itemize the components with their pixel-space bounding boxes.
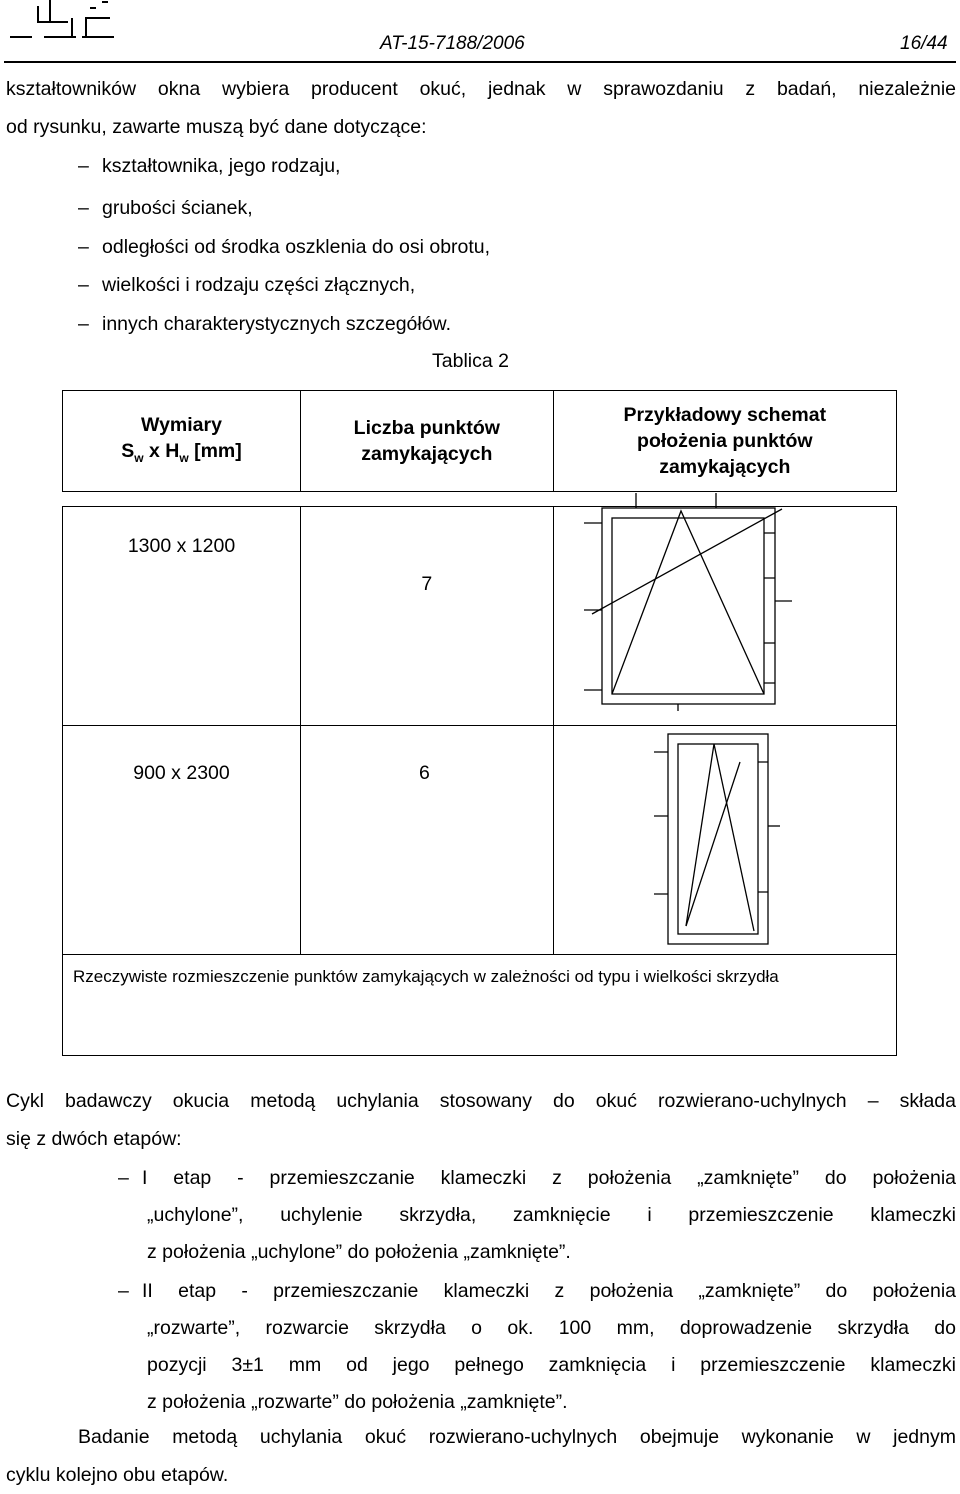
- locking-points-table: [62, 390, 897, 1056]
- points-cell: 6: [300, 726, 553, 955]
- intro-line-1: kształtowników okna wybiera producent okuć, jednak w sprawozdaniu z badań, niezależnie: [6, 78, 956, 100]
- intro-line-2: od rysunku, zawarte muszą być dane dotyczące:: [6, 116, 427, 138]
- closing-line-1: Badanie metodą uchylania okuć rozwierano-uchylnych obejmuje wykonanie w jednym: [78, 1426, 956, 1448]
- header-dimensions: Wymiary $S_w$ x $H_w$ [mm]: [63, 391, 301, 492]
- table-row: [63, 507, 897, 726]
- document-id: AT-15-7188/2006: [380, 33, 525, 54]
- list-item: – wielkości i rodzaju części złącznych,: [78, 274, 416, 296]
- list-item: – kształtownika, jego rodzaju,: [78, 155, 341, 177]
- dims-cell: 1300 x 1200: [63, 507, 301, 726]
- schema-cell: [553, 507, 896, 726]
- table-row: [63, 726, 897, 955]
- table-header-row: [63, 391, 897, 492]
- table-note-row: [63, 955, 897, 1056]
- points-cell: 7: [300, 507, 553, 726]
- header-points-count: Liczba punktów zamykających: [300, 391, 553, 492]
- header-rule: [4, 61, 956, 63]
- list-item: – odległości od środka oszklenia do osi obrotu,: [78, 236, 491, 258]
- page-number: 16/44: [900, 33, 948, 54]
- cycle-line-1: Cykl badawczy okucia metodą uchylania stosowany do okuć rozwierano-uchylnych – składa: [6, 1090, 956, 1112]
- itb-logo-icon: [10, 0, 130, 46]
- window-schema-icon: [554, 726, 897, 954]
- stage-1: – I etap - przemieszczanie klameczki z położenia „zamknięte” do położenia „uchylone”, uchylenie skrzydła, zamknięcie i przemieszczenie klameczki z położenia „uchylone” do położenia „zamknięte”.: [118, 1167, 956, 1263]
- dims-cell: 900 x 2300: [63, 726, 301, 955]
- table-caption: Tablica 2: [432, 350, 509, 372]
- table-note: Rzeczywiste rozmieszczenie punktów zamykających w zależności od typu i wielkości skrzydła: [63, 955, 897, 1056]
- cycle-line-2: się z dwóch etapów:: [6, 1128, 182, 1150]
- stage-2: – II etap - przemieszczanie klameczki z położenia „zamknięte” do położenia „rozwarte”, rozwarcie skrzydła o ok. 100 mm, doprowadzenie skrzydła do pozycji 3±1 mm od jego pełnego zamknięcia i przemieszczenie klameczki z położenia „rozwarte” do położenia „zamknięte”.: [118, 1280, 956, 1413]
- header-schema: Przykładowy schemat położenia punktów zamykających: [553, 391, 896, 492]
- window-schema-icon: [554, 493, 897, 711]
- list-item: – grubości ścianek,: [78, 197, 253, 219]
- list-item: – innych charakterystycznych szczegółów.: [78, 313, 451, 335]
- schema-cell: [553, 726, 896, 955]
- closing-line-2: cyklu kolejno obu etapów.: [6, 1464, 229, 1486]
